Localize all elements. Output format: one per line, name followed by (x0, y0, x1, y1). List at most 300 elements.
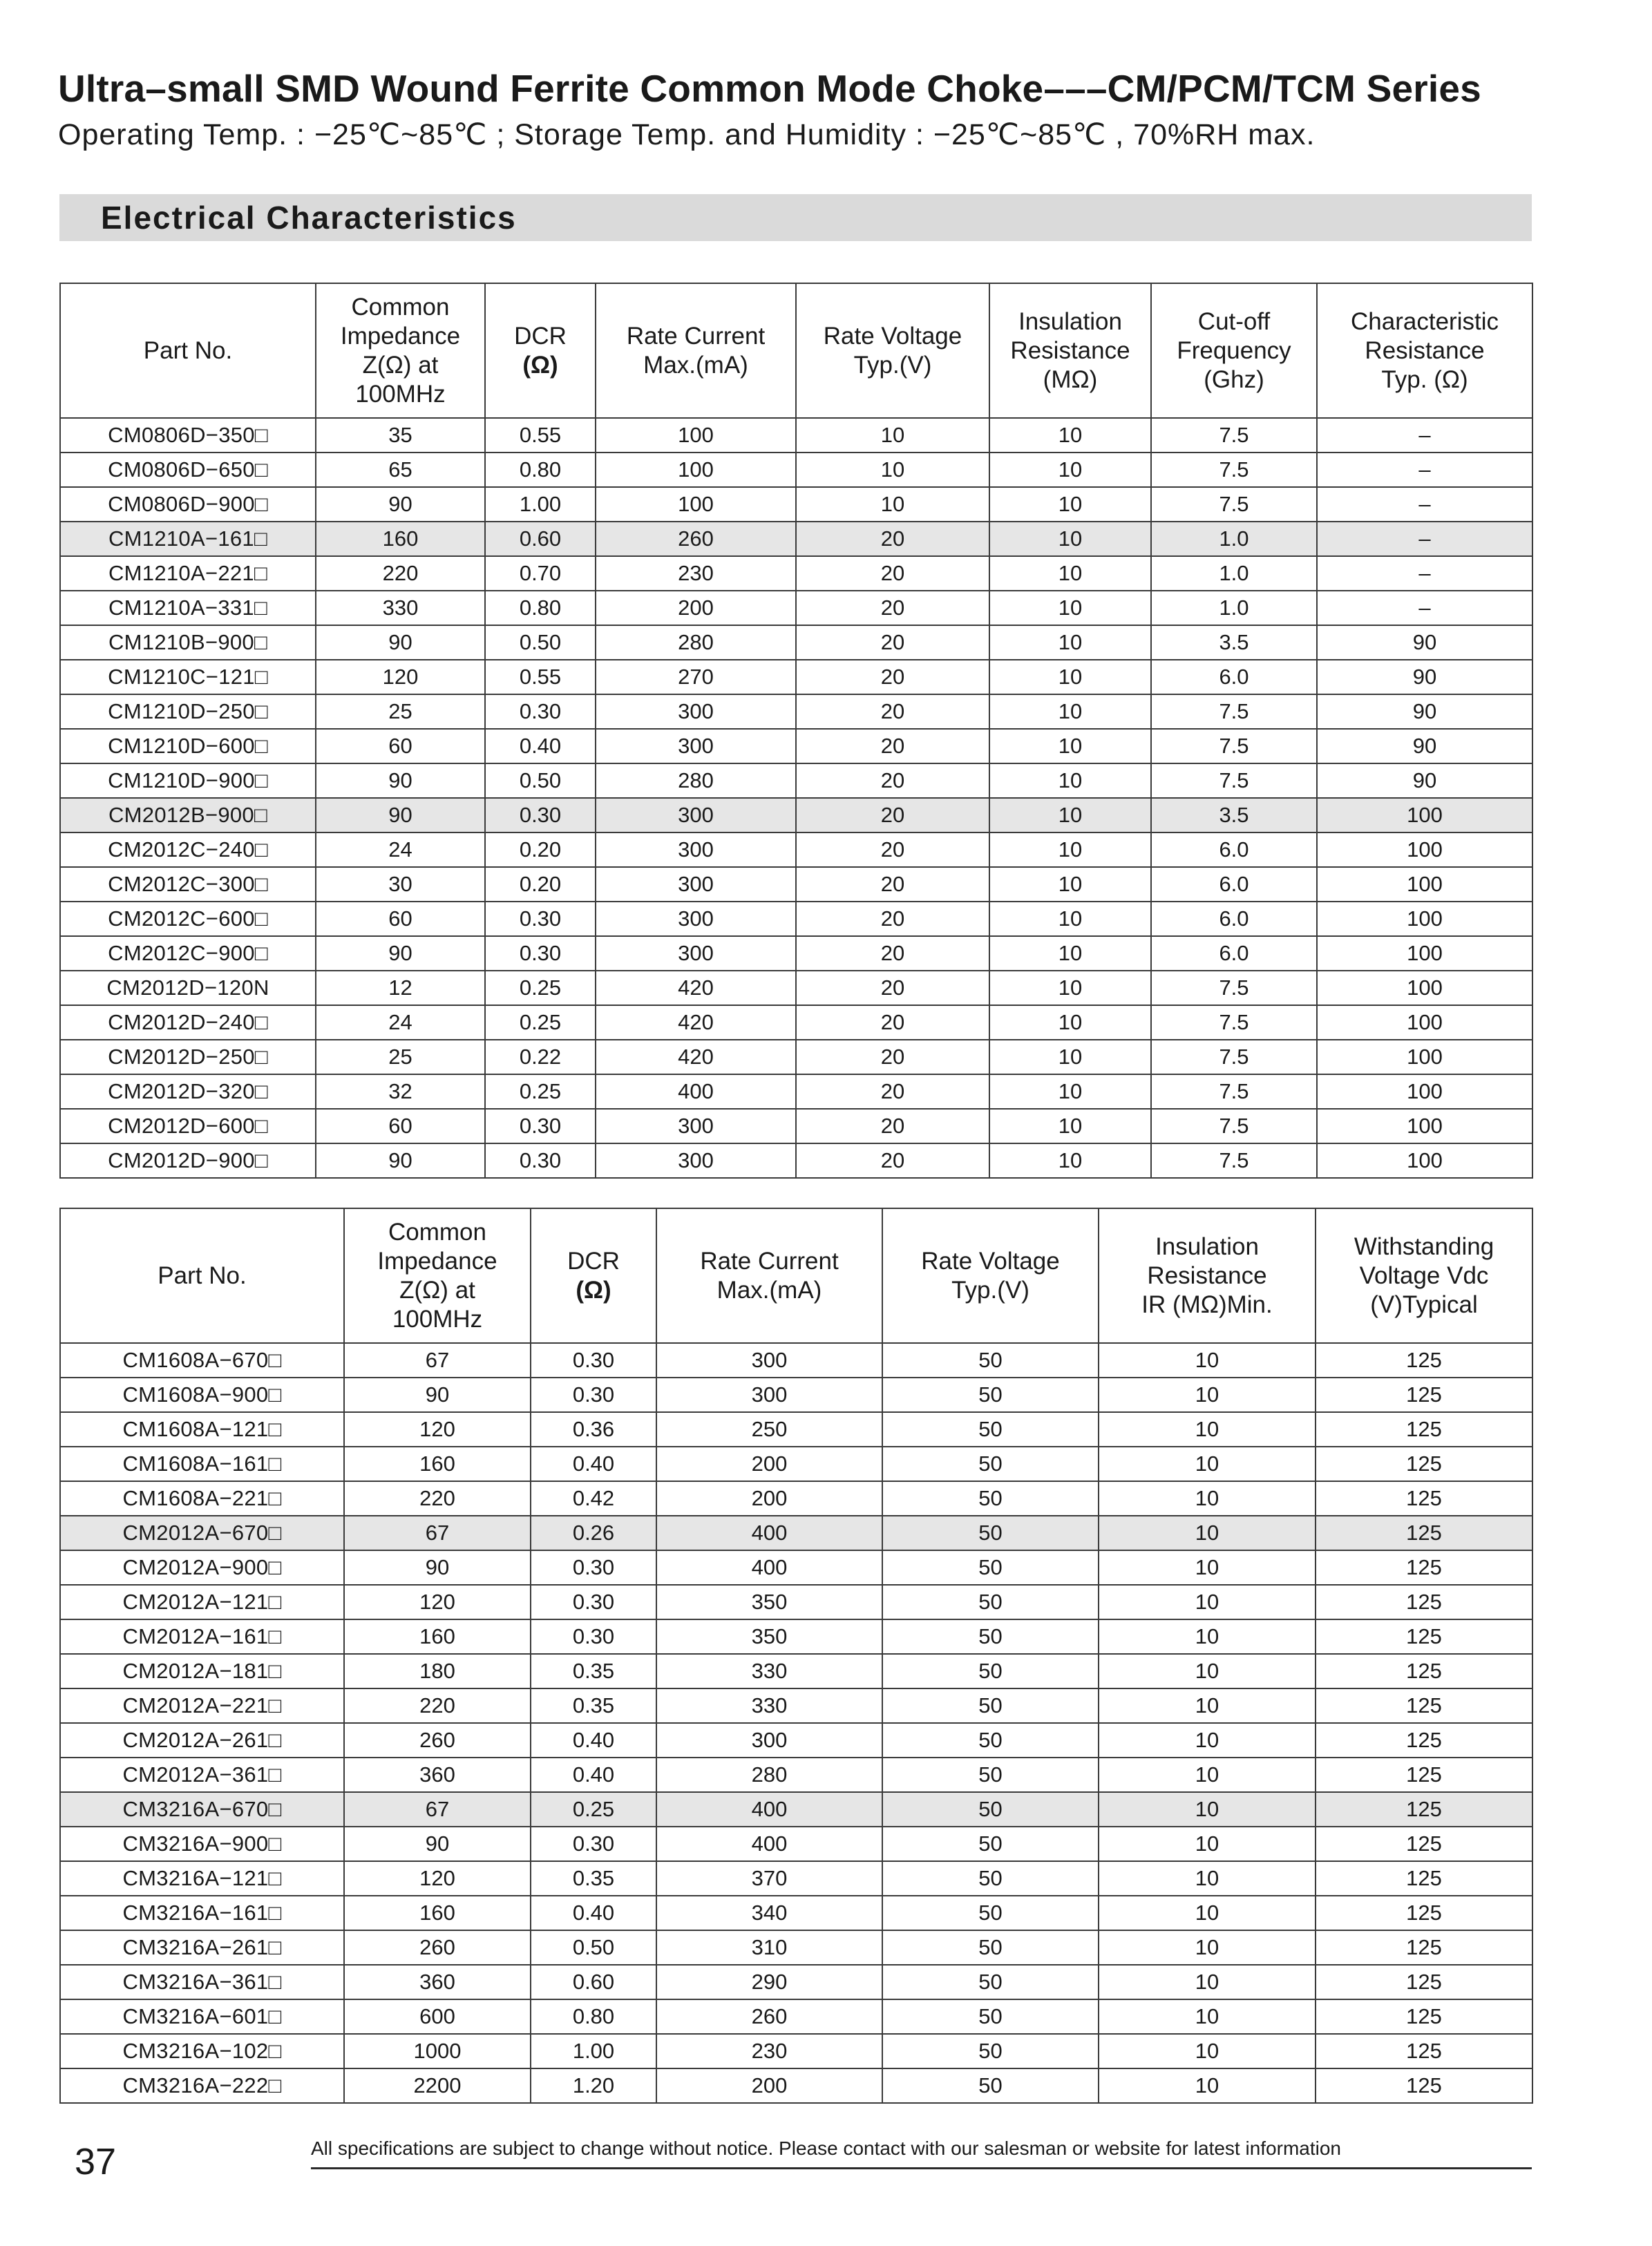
header-dcr: DCR (Ω) (531, 1208, 656, 1343)
table-cell: 0.30 (485, 1109, 596, 1143)
table-cell: 25 (316, 1040, 485, 1074)
table-cell: 100 (1317, 1074, 1532, 1109)
table-row (60, 1550, 1532, 1585)
table-cell: 0.35 (531, 1861, 656, 1896)
table-cell: 7.5 (1151, 1143, 1317, 1178)
table-cell: 100 (1317, 832, 1532, 867)
part-number-cell: CM1210D−600□ (60, 729, 316, 763)
table-cell: – (1317, 453, 1532, 487)
table-cell: 10 (1099, 1758, 1316, 1792)
table-row (60, 1861, 1532, 1896)
table-cell: 100 (596, 418, 796, 453)
table-row (60, 694, 1532, 729)
part-number-cell: CM1210C−121□ (60, 660, 316, 694)
table-cell: 330 (656, 1654, 882, 1688)
table-cell: 0.42 (531, 1481, 656, 1516)
table-cell: 10 (1099, 1999, 1316, 2034)
table-cell: 10 (1099, 2068, 1316, 2103)
table-cell: 0.50 (485, 763, 596, 798)
table-cell: 300 (656, 1378, 882, 1412)
table-cell: 125 (1316, 1343, 1532, 1378)
table-cell: 7.5 (1151, 1040, 1317, 1074)
table-cell: 270 (596, 660, 796, 694)
table-row (60, 1792, 1532, 1827)
table-cell: 0.35 (531, 1654, 656, 1688)
table-row (60, 660, 1532, 694)
header-impedance: Common Impedance Z(Ω) at 100MHz (316, 283, 485, 418)
table-cell: 180 (344, 1654, 531, 1688)
table-cell: – (1317, 418, 1532, 453)
table-cell: 50 (882, 1896, 1099, 1930)
table-row (60, 625, 1532, 660)
table-cell: 20 (796, 832, 989, 867)
table-cell: 24 (316, 832, 485, 867)
table-cell: 10 (1099, 1930, 1316, 1965)
part-number-cell: CM0806D−650□ (60, 453, 316, 487)
table-cell: 280 (596, 625, 796, 660)
table-cell: 330 (316, 591, 485, 625)
table-cell: 260 (656, 1999, 882, 2034)
part-number-cell: CM1210B−900□ (60, 625, 316, 660)
table-cell: 0.80 (485, 591, 596, 625)
table-cell: 50 (882, 1654, 1099, 1688)
table-cell: 0.20 (485, 867, 596, 902)
electrical-characteristics-table-2 (59, 1208, 1533, 2104)
table-row (60, 1481, 1532, 1516)
table-cell: – (1317, 487, 1532, 522)
table-cell: 20 (796, 1040, 989, 1074)
table-cell: 7.5 (1151, 1005, 1317, 1040)
table-cell: 300 (596, 798, 796, 832)
header-rate-voltage: Rate Voltage Typ.(V) (796, 283, 989, 418)
table-cell: – (1317, 556, 1532, 591)
table-cell: 0.40 (531, 1723, 656, 1758)
table-cell: 10 (796, 453, 989, 487)
table-cell: 1.20 (531, 2068, 656, 2103)
table-cell: 300 (656, 1723, 882, 1758)
part-number-cell: CM2012C−240□ (60, 832, 316, 867)
table-cell: 60 (316, 1109, 485, 1143)
table-cell: 20 (796, 625, 989, 660)
page-title: Ultra–small SMD Wound Ferrite Common Mode Choke–––CM/PCM/TCM Series (58, 67, 1481, 110)
page-subtitle: Operating Temp. : −25℃~85℃ ; Storage Temp. and Humidity : −25℃~85℃ , 70%RH max. (58, 118, 1316, 151)
table-cell: 1.0 (1151, 522, 1317, 556)
table-cell: 420 (596, 1005, 796, 1040)
part-number-cell: CM0806D−350□ (60, 418, 316, 453)
table-cell: 0.70 (485, 556, 596, 591)
table-cell: 32 (316, 1074, 485, 1109)
table-row (60, 1654, 1532, 1688)
table-row (60, 1619, 1532, 1654)
table-cell: 50 (882, 1930, 1099, 1965)
table-row (60, 867, 1532, 902)
table-cell: 90 (316, 763, 485, 798)
table-cell: 10 (989, 832, 1151, 867)
section-header (59, 194, 1532, 241)
part-number-cell: CM3216A−102□ (60, 2034, 344, 2068)
table-cell: 7.5 (1151, 453, 1317, 487)
part-number-cell: CM3216A−670□ (60, 1792, 344, 1827)
table-cell: 100 (1317, 867, 1532, 902)
table-cell: 10 (989, 971, 1151, 1005)
table-cell: 10 (1099, 1723, 1316, 1758)
table-cell: 0.25 (485, 1074, 596, 1109)
table-cell: 10 (989, 798, 1151, 832)
table-cell: 90 (1317, 763, 1532, 798)
table-cell: 10 (989, 1040, 1151, 1074)
table-cell: 0.55 (485, 418, 596, 453)
table-row (60, 418, 1532, 453)
part-number-cell: CM1608A−121□ (60, 1412, 344, 1447)
table-cell: 90 (316, 487, 485, 522)
table-cell: 20 (796, 867, 989, 902)
header-impedance: Common Impedance Z(Ω) at 100MHz (344, 1208, 531, 1343)
table-cell: 50 (882, 1965, 1099, 1999)
table-cell: 350 (656, 1585, 882, 1619)
table-cell: 10 (1099, 1550, 1316, 1585)
table-cell: 200 (656, 2068, 882, 2103)
table-cell: 350 (656, 1619, 882, 1654)
table-row (60, 453, 1532, 487)
part-number-cell: CM1608A−161□ (60, 1447, 344, 1481)
table-cell: 20 (796, 729, 989, 763)
table-cell: 1.0 (1151, 556, 1317, 591)
part-number-cell: CM0806D−900□ (60, 487, 316, 522)
part-number-cell: CM2012A−181□ (60, 1654, 344, 1688)
table-row (60, 1143, 1532, 1178)
table-cell: 10 (1099, 1481, 1316, 1516)
table-cell: 10 (989, 1005, 1151, 1040)
part-number-cell: CM3216A−601□ (60, 1999, 344, 2034)
table-cell: 0.40 (485, 729, 596, 763)
table-row (60, 1516, 1532, 1550)
table-cell: 100 (596, 487, 796, 522)
table-cell: 125 (1316, 1792, 1532, 1827)
table-cell: 250 (656, 1412, 882, 1447)
table-cell: 160 (316, 522, 485, 556)
table-cell: 100 (1317, 798, 1532, 832)
table-cell: 200 (596, 591, 796, 625)
table-cell: 3.5 (1151, 625, 1317, 660)
table-cell: 90 (316, 936, 485, 971)
footer-note: All specifications are subject to change without notice. Please contact with our salesman or website for latest information (311, 2138, 1341, 2159)
table-cell: 90 (316, 625, 485, 660)
table-cell: 10 (989, 556, 1151, 591)
table-cell: 300 (596, 729, 796, 763)
table-cell: 90 (1317, 694, 1532, 729)
table-cell: 125 (1316, 1378, 1532, 1412)
table-cell: 10 (1099, 1585, 1316, 1619)
table-cell: 50 (882, 1827, 1099, 1861)
table-cell: 300 (596, 1143, 796, 1178)
table-cell: 600 (344, 1999, 531, 2034)
table-cell: 20 (796, 798, 989, 832)
table-cell: 90 (344, 1550, 531, 1585)
table-row (60, 1723, 1532, 1758)
table-cell: 7.5 (1151, 1109, 1317, 1143)
table-cell: 0.30 (485, 798, 596, 832)
table-cell: 20 (796, 1074, 989, 1109)
table-cell: 125 (1316, 1481, 1532, 1516)
table-cell: 160 (344, 1447, 531, 1481)
table-cell: 35 (316, 418, 485, 453)
table-cell: 7.5 (1151, 487, 1317, 522)
table-cell: 10 (989, 453, 1151, 487)
table-cell: 330 (656, 1688, 882, 1723)
table-row (60, 832, 1532, 867)
table-cell: 10 (1099, 1896, 1316, 1930)
table-cell: 300 (596, 902, 796, 936)
table-cell: 24 (316, 1005, 485, 1040)
table-cell: 200 (656, 1481, 882, 1516)
table-cell: 280 (596, 763, 796, 798)
table-cell: 340 (656, 1896, 882, 1930)
table-cell: 10 (989, 902, 1151, 936)
table-cell: 100 (1317, 1005, 1532, 1040)
table-cell: 10 (1099, 2034, 1316, 2068)
header-rate-current: Rate Current Max.(mA) (596, 283, 796, 418)
table-cell: 20 (796, 1143, 989, 1178)
table-cell: 0.80 (531, 1999, 656, 2034)
table-cell: 7.5 (1151, 971, 1317, 1005)
table-cell: 0.40 (531, 1447, 656, 1481)
table-cell: 20 (796, 556, 989, 591)
table-row (60, 1930, 1532, 1965)
table-cell: 160 (344, 1619, 531, 1654)
table-cell: 125 (1316, 1447, 1532, 1481)
header-insulation-resistance: Insulation Resistance (MΩ) (989, 283, 1151, 418)
table-cell: 400 (656, 1550, 882, 1585)
part-number-cell: CM1210A−331□ (60, 591, 316, 625)
table-cell: 65 (316, 453, 485, 487)
table-cell: 0.30 (485, 694, 596, 729)
table-cell: 3.5 (1151, 798, 1317, 832)
table-cell: 50 (882, 1585, 1099, 1619)
table-cell: 10 (989, 418, 1151, 453)
table-cell: 10 (1099, 1516, 1316, 1550)
table-cell: 20 (796, 591, 989, 625)
table-cell: 120 (344, 1861, 531, 1896)
table-row (60, 729, 1532, 763)
table-body (60, 418, 1532, 1178)
table-cell: 125 (1316, 2034, 1532, 2068)
table-cell: 0.30 (531, 1585, 656, 1619)
table-cell: 10 (1099, 1965, 1316, 1999)
table-cell: 0.30 (531, 1619, 656, 1654)
table-cell: 0.40 (531, 1758, 656, 1792)
table-cell: 300 (596, 1109, 796, 1143)
table-cell: 10 (989, 936, 1151, 971)
table-cell: 10 (1099, 1792, 1316, 1827)
table-row (60, 556, 1532, 591)
table-cell: 20 (796, 763, 989, 798)
table-row (60, 591, 1532, 625)
table-cell: 0.50 (485, 625, 596, 660)
table-cell: 10 (1099, 1412, 1316, 1447)
table-cell: 20 (796, 694, 989, 729)
table-row (60, 902, 1532, 936)
part-number-cell: CM1210D−250□ (60, 694, 316, 729)
table-cell: 125 (1316, 1861, 1532, 1896)
table-cell: 120 (316, 660, 485, 694)
table-row (60, 1074, 1532, 1109)
table-cell: 10 (989, 625, 1151, 660)
table-cell: 125 (1316, 1896, 1532, 1930)
table-cell: 90 (344, 1378, 531, 1412)
table-cell: 0.60 (485, 522, 596, 556)
table-cell: 50 (882, 1378, 1099, 1412)
header-part-no: Part No. (60, 283, 316, 418)
part-number-cell: CM2012D−600□ (60, 1109, 316, 1143)
table-cell: 60 (316, 902, 485, 936)
table-cell: 10 (989, 729, 1151, 763)
table-row (60, 1343, 1532, 1378)
part-number-cell: CM1210D−900□ (60, 763, 316, 798)
table-cell: 0.50 (531, 1930, 656, 1965)
table-cell: 50 (882, 2068, 1099, 2103)
part-number-cell: CM2012D−900□ (60, 1143, 316, 1178)
table-cell: 125 (1316, 1758, 1532, 1792)
table-cell: 100 (1317, 902, 1532, 936)
table-cell: – (1317, 591, 1532, 625)
table-cell: 10 (796, 418, 989, 453)
table-cell: 0.25 (485, 1005, 596, 1040)
table-cell: 400 (656, 1516, 882, 1550)
table-cell: 10 (796, 487, 989, 522)
table-cell: 0.40 (531, 1896, 656, 1930)
table-cell: 420 (596, 1040, 796, 1074)
table-cell: 300 (596, 694, 796, 729)
table-row (60, 1447, 1532, 1481)
part-number-cell: CM1608A−221□ (60, 1481, 344, 1516)
table-cell: 6.0 (1151, 660, 1317, 694)
table-row (60, 1896, 1532, 1930)
table-cell: 10 (1099, 1688, 1316, 1723)
header-characteristic-resistance: Characteristic Resistance Typ. (Ω) (1317, 283, 1532, 418)
table-cell: 6.0 (1151, 902, 1317, 936)
table-cell: 230 (596, 556, 796, 591)
table-cell: 90 (316, 798, 485, 832)
table-cell: 160 (344, 1896, 531, 1930)
header-rate-voltage: Rate Voltage Typ.(V) (882, 1208, 1099, 1343)
table-cell: 125 (1316, 1585, 1532, 1619)
part-number-cell: CM2012A−670□ (60, 1516, 344, 1550)
table-cell: 7.5 (1151, 729, 1317, 763)
table-cell: 120 (344, 1412, 531, 1447)
table-cell: 0.35 (531, 1688, 656, 1723)
table-cell: 125 (1316, 1688, 1532, 1723)
table-row (60, 1412, 1532, 1447)
table-cell: 20 (796, 1005, 989, 1040)
part-number-cell: CM2012C−900□ (60, 936, 316, 971)
table-cell: 125 (1316, 1827, 1532, 1861)
table-cell: 0.25 (531, 1792, 656, 1827)
table-row (60, 2068, 1532, 2103)
header-withstanding-voltage: Withstanding Voltage Vdc (V)Typical (1316, 1208, 1532, 1343)
table-cell: 7.5 (1151, 694, 1317, 729)
table-cell: 6.0 (1151, 867, 1317, 902)
table-cell: 10 (989, 1109, 1151, 1143)
table-cell: 125 (1316, 1723, 1532, 1758)
table-cell: 360 (344, 1758, 531, 1792)
table-cell: 300 (656, 1343, 882, 1378)
table-cell: 50 (882, 1550, 1099, 1585)
table-cell: 10 (1099, 1619, 1316, 1654)
table-cell: 50 (882, 1619, 1099, 1654)
table-cell: 230 (656, 2034, 882, 2068)
table-cell: 6.0 (1151, 832, 1317, 867)
table-cell: 20 (796, 522, 989, 556)
table-cell: 10 (989, 763, 1151, 798)
table-cell: 0.30 (531, 1550, 656, 1585)
part-number-cell: CM3216A−361□ (60, 1965, 344, 1999)
table-cell: 6.0 (1151, 936, 1317, 971)
section-title: Electrical Characteristics (101, 200, 517, 236)
header-cutoff-frequency: Cut-off Frequency (Ghz) (1151, 283, 1317, 418)
part-number-cell: CM1608A−900□ (60, 1378, 344, 1412)
table-cell: 300 (596, 867, 796, 902)
header-part-no: Part No. (60, 1208, 344, 1343)
table-cell: 420 (596, 971, 796, 1005)
table-cell: 300 (596, 936, 796, 971)
table-cell: 7.5 (1151, 763, 1317, 798)
table-cell: 125 (1316, 1619, 1532, 1654)
table-cell: 0.55 (485, 660, 596, 694)
table-cell: 1.00 (531, 2034, 656, 2068)
table-row (60, 1040, 1532, 1074)
part-number-cell: CM3216A−261□ (60, 1930, 344, 1965)
table-row (60, 1109, 1532, 1143)
table-cell: 0.20 (485, 832, 596, 867)
table-cell: 30 (316, 867, 485, 902)
page-number: 37 (75, 2141, 117, 2182)
table-cell: 260 (596, 522, 796, 556)
table-cell: 67 (344, 1516, 531, 1550)
part-number-cell: CM2012B−900□ (60, 798, 316, 832)
table-cell: 10 (1099, 1861, 1316, 1896)
table-cell: 1000 (344, 2034, 531, 2068)
table-cell: 50 (882, 1343, 1099, 1378)
electrical-characteristics-table-1 (59, 283, 1533, 1179)
part-number-cell: CM3216A−900□ (60, 1827, 344, 1861)
table-cell: 20 (796, 936, 989, 971)
table-cell: 220 (316, 556, 485, 591)
table-cell: 50 (882, 1861, 1099, 1896)
part-number-cell: CM2012A−121□ (60, 1585, 344, 1619)
table-cell: 280 (656, 1758, 882, 1792)
part-number-cell: CM2012D−250□ (60, 1040, 316, 1074)
table-cell: 20 (796, 1109, 989, 1143)
part-number-cell: CM2012A−161□ (60, 1619, 344, 1654)
table-cell: 0.30 (485, 902, 596, 936)
table-cell: 0.80 (485, 453, 596, 487)
table-cell: 120 (344, 1585, 531, 1619)
table-row (60, 1965, 1532, 1999)
table-cell: 0.30 (531, 1343, 656, 1378)
part-number-cell: CM2012D−120N (60, 971, 316, 1005)
part-number-cell: CM1608A−670□ (60, 1343, 344, 1378)
table-cell: 100 (1317, 1040, 1532, 1074)
table-row (60, 936, 1532, 971)
table-cell: 90 (1317, 625, 1532, 660)
header-rate-current: Rate Current Max.(mA) (656, 1208, 882, 1343)
table-cell: 0.30 (485, 936, 596, 971)
table-cell: 0.30 (531, 1378, 656, 1412)
table-cell: 50 (882, 1999, 1099, 2034)
table-cell: 90 (316, 1143, 485, 1178)
part-number-cell: CM2012A−361□ (60, 1758, 344, 1792)
part-number-cell: CM2012C−600□ (60, 902, 316, 936)
